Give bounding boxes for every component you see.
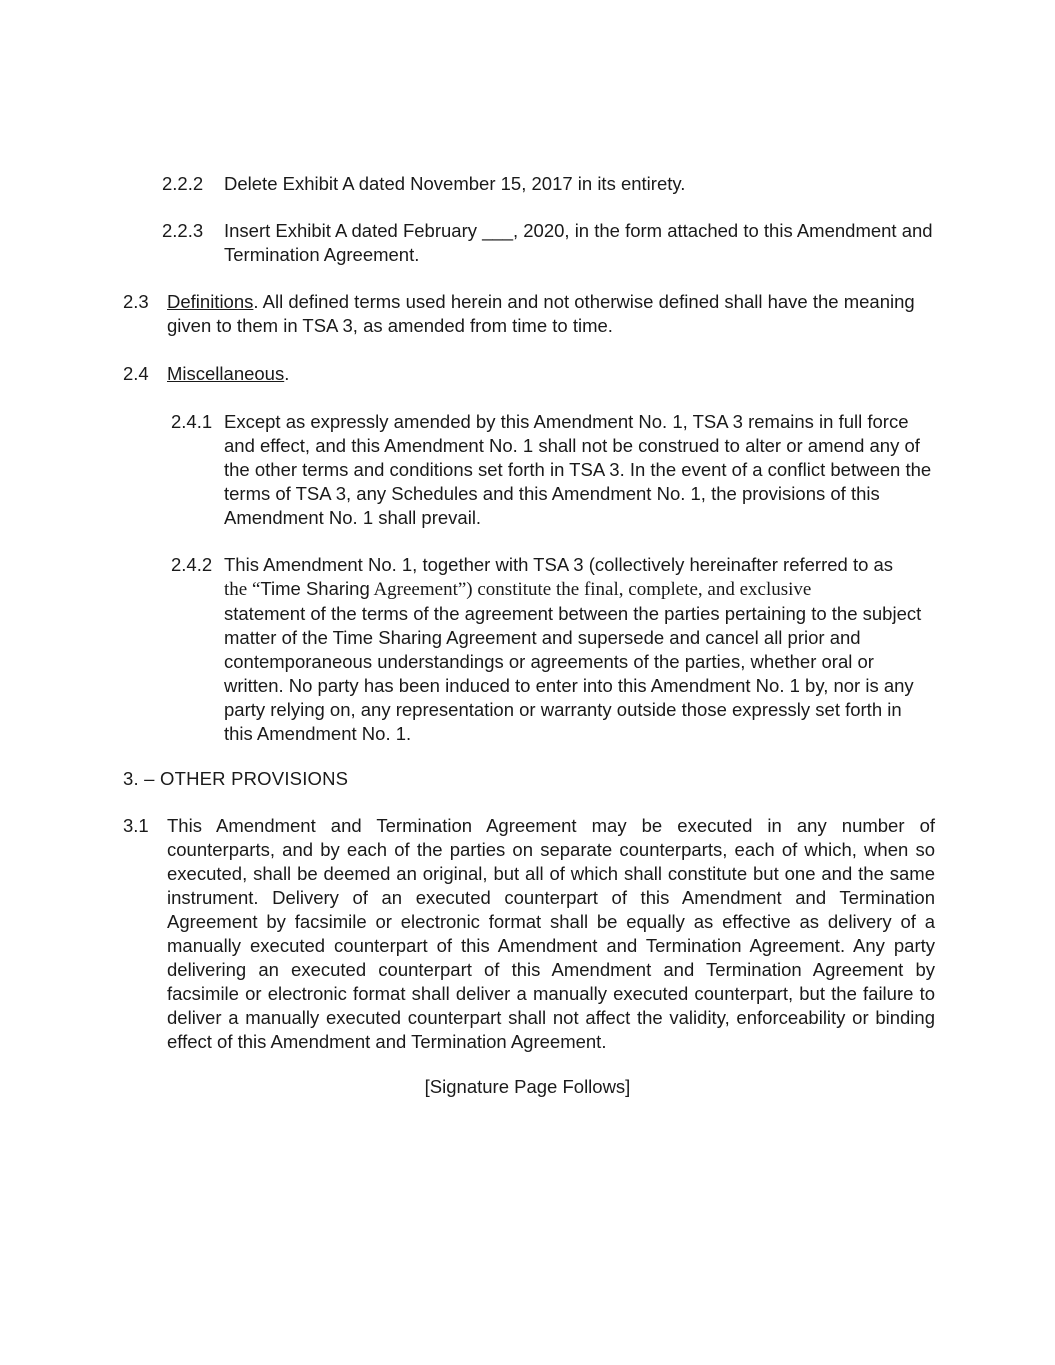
clause-3-1 (123, 814, 935, 1054)
clause-number: 2.4.1 (171, 411, 213, 432)
clause-text: Insert Exhibit A dated February ___, 2020, in the form attached to this Amendment and Termination Agreement. (224, 220, 933, 265)
clause-text: . (284, 363, 290, 384)
section-heading-other-provisions: 3. – OTHER PROVISIONS (123, 768, 349, 789)
clause-number: 2.3 (123, 291, 149, 312)
clause-number: 2.4.2 (171, 554, 213, 575)
clause-2-2-2 (162, 172, 935, 196)
clause-2-4-2 (171, 553, 935, 746)
clause-title: Definitions (167, 291, 254, 312)
clause-2-4-miscellaneous (123, 362, 935, 386)
clause-text: Except as expressly amended by this Amendment No. 1, TSA 3 remains in full force and effect, and this Amendment No. 1 shall not be construed to alter or amend any of the other terms and conditions set forth in TSA 3. In the event of a conflict between the terms of TSA 3, any Schedules and this Amendment No. 1, the provisions of this Amendment No. 1 shall prevail. (224, 411, 932, 528)
clause-text-line2 (224, 577, 935, 602)
clause-body (224, 553, 935, 746)
clause-text-serif: the “ (224, 579, 261, 600)
clause-number: 2.2.3 (162, 220, 204, 241)
clause-body (167, 290, 935, 338)
clause-text-line1: This Amendment No. 1, together with TSA 3 (collectively hereinafter referred to as (224, 554, 894, 575)
clause-number: 2.4 (123, 363, 149, 384)
clause-number: 3.1 (123, 815, 149, 836)
clause-text-serif: Agreement”) constitute the final, complete, and exclusive (369, 579, 812, 600)
clause-2-3-definitions (123, 290, 935, 338)
defined-term: Time Sharing (260, 578, 370, 599)
clause-title: Miscellaneous (167, 363, 285, 384)
clause-2-4-1 (171, 410, 935, 530)
clause-text: . All defined terms used herein and not otherwise defined shall have the meaning given to them in TSA 3, as amended from time to time. (167, 291, 915, 336)
clause-2-2-3 (162, 219, 935, 267)
clause-text: Delete Exhibit A dated November 15, 2017 in its entirety. (224, 173, 686, 194)
clause-text-rest: statement of the terms of the agreement between the parties pertaining to the subject matter of the Time Sharing Agreement and supersede and cancel all prior and contemporaneous understandings or agreements of the parties, whether oral or written. No party has been induced to enter into this Amendment No. 1 by, nor is any party relying on, any representation or warranty outside those expressly set forth in this Amendment No. 1. (224, 603, 922, 744)
clause-number: 2.2.2 (162, 173, 204, 194)
signature-page-note: [Signature Page Follows] (424, 1076, 631, 1097)
clause-text: This Amendment and Termination Agreement may be executed in any number of counterparts, and by each of the parties on separate counterparts, each of which, when so executed, shall be deemed an original, but all of which shall constitute but one and the same instrument. Delivery of an executed counterpart of this Amendment and Termination Agreement by facsimile or electronic format shall be equally as effective as delivery of a manually executed counterpart of this Amendment and Termination Agreement. Any party delivering an executed counterpart of this Amendment and Termination Agreement by facsimile or electronic format shall deliver a manually executed counterpart, but the failure to deliver a manually executed counterpart shall not affect the validity, enforceability or binding effect of this Amendment and Termination Agreement. (167, 815, 935, 1052)
clause-body (167, 362, 935, 386)
